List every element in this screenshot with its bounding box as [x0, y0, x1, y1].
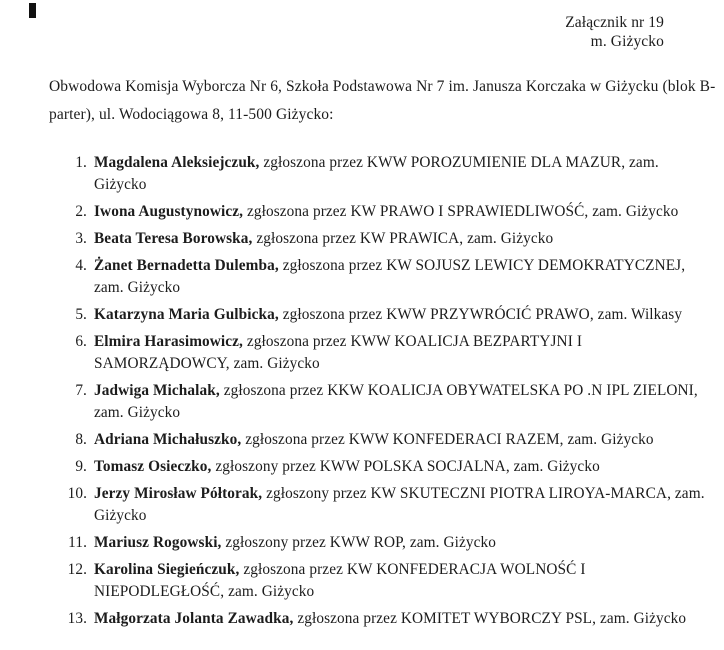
commission-header — [49, 73, 715, 128]
member-nomination-text: zgłoszony przez KWW POLSKA SOCJALNA, zam. Giżycko — [211, 458, 600, 475]
attachment-number: Załącznik nr 19 — [565, 14, 664, 31]
item-text — [94, 559, 586, 603]
list-item — [50, 608, 705, 630]
commission-header-line1: Obwodowa Komisja Wyborcza Nr 6, Szkoła Podstawowa Nr 7 im. Janusza Korczaka w Giżycku (blok B- — [49, 78, 716, 95]
list-item — [50, 532, 705, 554]
member-name: Małgorzata Jolanta Zawadka, — [94, 610, 294, 627]
member-name: Adriana Michałuszko, — [94, 431, 242, 448]
member-text-wrap-line: Giżycko — [94, 507, 147, 524]
member-name: Mariusz Rogowski, — [94, 534, 222, 551]
list-item — [50, 456, 705, 478]
item-text — [94, 532, 496, 554]
list-item — [50, 255, 705, 299]
member-nomination-text: zgłoszona przez KW SOJUSZ LEWICY DEMOKRATYCZNEJ, — [278, 257, 686, 274]
member-nomination-text: zgłoszona przez KKW KOALICJA OBYWATELSKA PO .N IPL ZIELONI, — [219, 382, 698, 399]
member-nomination-text: zgłoszony przez KW SKUTECZNI PIOTRA LIROYA-MARCA, zam. — [262, 485, 705, 502]
member-list — [50, 152, 705, 635]
member-text-wrap-line: zam. Giżycko — [94, 404, 181, 421]
member-name: Żanet Bernadetta Dulemba, — [94, 257, 279, 274]
member-nomination-text: zgłoszona przez KW KONFEDERACJA WOLNOŚĆ I — [239, 561, 586, 578]
item-number: 3. — [75, 230, 87, 247]
list-item — [50, 228, 705, 250]
list-item — [50, 331, 705, 375]
item-number: 5. — [75, 306, 87, 323]
attachment-municipality: m. Giżycko — [590, 33, 664, 50]
item-text — [94, 304, 682, 326]
member-name: Elmira Harasimowicz, — [94, 333, 243, 350]
member-text-wrap-line: zam. Giżycko — [94, 279, 181, 296]
member-nomination-text: zgłoszona przez KW PRAWO I SPRAWIEDLIWOŚĆ, zam. Giżycko — [243, 203, 679, 220]
list-item — [50, 559, 705, 603]
item-number: 9. — [75, 458, 87, 475]
member-name: Beata Teresa Borowska, — [94, 230, 253, 247]
member-text-wrap-line: NIEPODLEGŁOŚĆ, zam. Giżycko — [94, 583, 315, 600]
list-item — [50, 483, 705, 527]
item-text — [94, 429, 654, 451]
member-nomination-text: zgłoszony przez KWW ROP, zam. Giżycko — [221, 534, 497, 551]
member-name: Tomasz Osieczko, — [94, 458, 212, 475]
attachment-label — [565, 13, 664, 51]
member-nomination-text: zgłoszona przez KWW KOALICJA BEZPARTYJNI I — [243, 333, 583, 350]
member-name: Magdalena Aleksiejczuk, — [94, 154, 260, 171]
member-nomination-text: zgłoszona przez KW PRAWICA, zam. Giżycko — [252, 230, 554, 247]
member-name: Katarzyna Maria Gulbicka, — [94, 306, 279, 323]
item-text — [94, 255, 685, 299]
list-item — [50, 304, 705, 326]
member-name: Jadwiga Michalak, — [94, 382, 220, 399]
item-number: 6. — [75, 333, 87, 350]
item-text — [94, 608, 686, 630]
member-text-wrap-line: SAMORZĄDOWCY, zam. Giżycko — [94, 355, 320, 372]
item-text — [94, 456, 600, 478]
member-name: Jerzy Mirosław Półtorak, — [94, 485, 263, 502]
member-nomination-text: zgłoszona przez KWW PRZYWRÓCIĆ PRAWO, zam. Wilkasy — [278, 306, 683, 323]
member-nomination-text: zgłoszona przez KOMITET WYBORCZY PSL, zam. Giżycko — [293, 610, 687, 627]
item-number: 7. — [75, 382, 87, 399]
member-name: Iwona Augustynowicz, — [94, 203, 244, 220]
item-number: 4. — [75, 257, 87, 274]
item-text — [94, 331, 582, 375]
item-text — [94, 201, 678, 223]
list-item — [50, 429, 705, 451]
member-nomination-text: zgłoszona przez KWW POROZUMIENIE DLA MAZUR, zam. — [259, 154, 659, 171]
scan-artifact-mark — [29, 3, 36, 18]
item-number: 12. — [67, 561, 87, 578]
list-item — [50, 380, 705, 424]
item-text — [94, 228, 553, 250]
item-text — [94, 380, 698, 424]
item-number: 2. — [75, 203, 87, 220]
item-text — [94, 483, 705, 527]
list-item — [50, 201, 705, 223]
list-item — [50, 152, 705, 196]
item-number: 13. — [67, 610, 87, 627]
item-number: 8. — [75, 431, 87, 448]
member-name: Karolina Siegieńczuk, — [94, 561, 240, 578]
item-number: 10. — [67, 485, 87, 502]
item-number: 11. — [68, 534, 87, 551]
member-nomination-text: zgłoszona przez KWW KONFEDERACI RAZEM, zam. Giżycko — [241, 431, 654, 448]
item-number: 1. — [75, 154, 87, 171]
member-text-wrap-line: Giżycko — [94, 176, 147, 193]
commission-header-line2: parter), ul. Wodociągowa 8, 11-500 Giżycko: — [49, 105, 334, 123]
item-text — [94, 152, 659, 196]
